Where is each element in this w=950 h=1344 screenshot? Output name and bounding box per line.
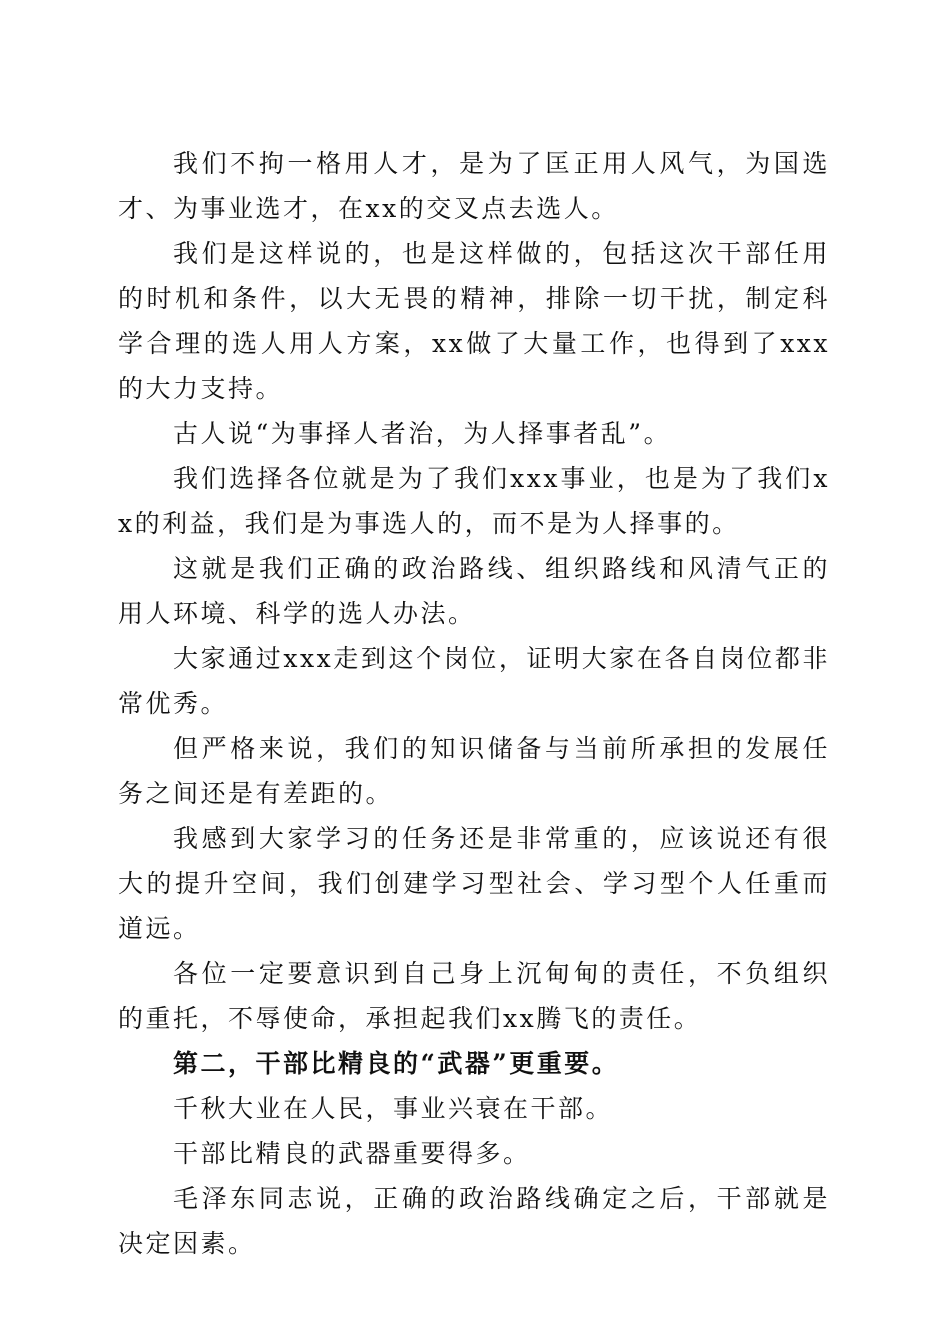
paragraph: 但严格来说，我们的知识储备与当前所承担的发展任务之间还是有差距的。 [118, 734, 830, 808]
paragraph: 我们选择各位就是为了我们xxx事业，也是为了我们xx的利益，我们是为事选人的，而不是为人择事的。 [118, 464, 830, 538]
paragraph: 我们不拘一格用人才，是为了匡正用人风气，为国选才、为事业选才，在xx的交叉点去选人。 [118, 149, 830, 223]
paragraph: 大家通过xxx走到这个岗位，证明大家在各自岗位都非常优秀。 [118, 644, 830, 718]
section-heading: 第二，干部比精良的“武器”更重要。 [173, 1049, 620, 1078]
paragraph: 毛泽东同志说，正确的政治路线确定之后，干部就是决定因素。 [118, 1184, 830, 1258]
paragraph: 我们是这样说的，也是这样做的，包括这次干部任用的时机和条件，以大无畏的精神，排除一切干扰，制定科学合理的选人用人方案，xx做了大量工作，也得到了xxx的大力支持。 [118, 239, 830, 403]
paragraph: 各位一定要意识到自己身上沉甸甸的责任，不负组织的重托，不辱使命，承担起我们xx腾飞的责任。 [118, 959, 830, 1033]
paragraph: 这就是我们正确的政治路线、组织路线和风清气正的用人环境、科学的选人办法。 [118, 554, 830, 628]
document-body [118, 141, 830, 1266]
paragraph: 干部比精良的武器重要得多。 [173, 1139, 531, 1168]
paragraph: 古人说“为事择人者治，为人择事者乱”。 [173, 419, 672, 448]
paragraph: 我感到大家学习的任务还是非常重的，应该说还有很大的提升空间，我们创建学习型社会、学习型个人任重而道远。 [118, 824, 830, 943]
paragraph: 千秋大业在人民，事业兴衰在干部。 [173, 1094, 614, 1123]
